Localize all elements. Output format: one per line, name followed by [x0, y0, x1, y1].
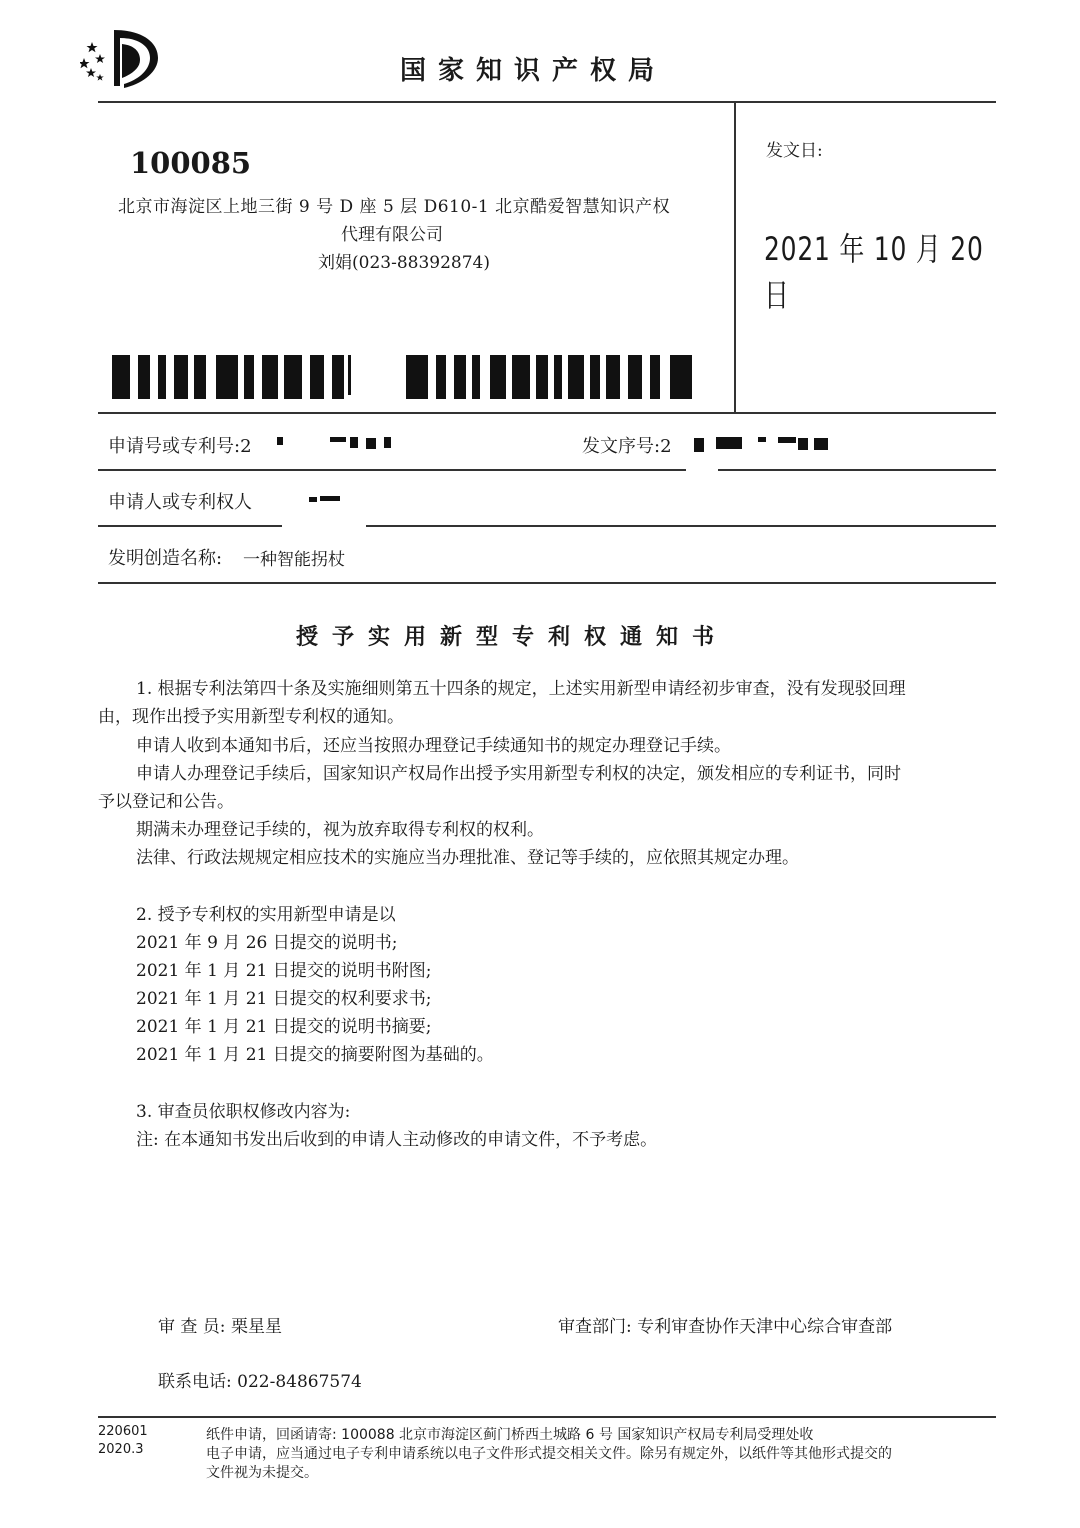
form-code: 220601: [98, 1424, 148, 1439]
body-section-2-line-2: 2021 年 9 月 26 日提交的说明书;: [136, 933, 398, 953]
body-section-1-line-5: 予以登记和公告。: [98, 792, 234, 812]
cnipa-logo-icon: [80, 28, 160, 90]
contact-phone: [158, 1372, 362, 1392]
body-section-2-line-6: 2021 年 1 月 21 日提交的摘要附图为基础的。: [136, 1045, 494, 1065]
address-block-bottom-rule: [98, 412, 996, 414]
redaction-mark: [814, 438, 828, 450]
field-rule: [98, 582, 996, 584]
postcode: 100085: [130, 146, 252, 180]
body-section-1-line-3: 申请人收到本通知书后，还应当按照办理登记手续通知书的规定办理登记手续。: [136, 736, 731, 756]
issue-date-label: 发文日:: [766, 141, 823, 161]
redaction-mark: [798, 438, 808, 450]
serial-number-value: 2: [660, 436, 672, 457]
examination-department: [558, 1317, 892, 1337]
redaction-mark: [778, 437, 796, 443]
redaction-mark: [330, 437, 346, 442]
body-section-1-line-6: 期满未办理登记手续的，视为放弃取得专利权的权利。: [136, 820, 544, 840]
address-block-divider: [734, 101, 736, 414]
body-section-2-line-4: 2021 年 1 月 21 日提交的权利要求书;: [136, 989, 432, 1009]
department-name: 专利审查协作天津中心综合审查部: [637, 1317, 893, 1337]
body-section-3-line-1: 3. 审查员依职权修改内容为:: [136, 1102, 351, 1122]
body-section-1-line-4: 申请人办理登记手续后，国家知识产权局作出授予实用新型专利权的决定，颁发相应的专利证书，同时: [136, 764, 901, 784]
invention-name-value: 一种智能拐杖: [243, 550, 345, 570]
redaction-mark: [758, 437, 766, 442]
office-title: 国家知识产权局: [400, 56, 667, 86]
department-label: 审查部门:: [558, 1317, 632, 1337]
field-rule: [718, 469, 996, 471]
examiner: [158, 1317, 282, 1337]
field-rule: [98, 469, 686, 471]
header-divider: [98, 101, 996, 103]
redaction-mark: [694, 438, 704, 452]
applicant-label: 申请人或专利权人: [108, 492, 252, 513]
footer-line-3: 文件视为未提交。: [206, 1465, 318, 1481]
invention-name-label: 发明创造名称:: [108, 548, 223, 569]
examiner-label: 审 查 员:: [158, 1317, 226, 1337]
redaction-mark: [716, 437, 742, 449]
serial-number-label: 发文序号:2: [582, 436, 672, 457]
redaction-mark: [366, 438, 376, 449]
notice-title: 授予实用新型专利权通知书: [296, 625, 729, 650]
application-number-value: 2: [240, 436, 252, 457]
field-rule: [98, 525, 282, 527]
issue-date-value: 2021 年 10 月 20 日: [764, 230, 984, 314]
redaction-mark: [277, 437, 283, 445]
redaction-mark: [384, 437, 391, 448]
form-version: 2020.3: [98, 1442, 144, 1457]
body-section-2-line-3: 2021 年 1 月 21 日提交的说明书附图;: [136, 961, 432, 981]
barcode: [112, 355, 702, 399]
body-section-1-line-7: 法律、行政法规规定相应技术的实施应当办理批准、登记等手续的，应依照其规定办理。: [136, 848, 799, 868]
application-number-label: 申请号或专利号:2: [108, 436, 252, 457]
phone-label: 联系电话:: [158, 1372, 232, 1392]
footer-rule: [98, 1416, 996, 1418]
body-section-2-line-1: 2. 授予专利权的实用新型申请是以: [136, 905, 396, 925]
footer-line-2: 电子申请，应当通过电子专利申请系统以电子文件形式提交相关文件。除另有规定外，以纸件等其他形式提交的: [206, 1446, 892, 1462]
redaction-mark: [350, 437, 358, 448]
body-section-1-line-2: 由，现作出授予实用新型专利权的通知。: [98, 707, 404, 727]
field-rule: [366, 525, 996, 527]
body-section-2-line-5: 2021 年 1 月 21 日提交的说明书摘要;: [136, 1017, 432, 1037]
footer-line-1: 纸件申请，回函请寄: 100088 北京市海淀区蓟门桥西土城路 6 号 国家知识产权局专利局受理处收: [206, 1427, 814, 1443]
examiner-name: 栗星星: [230, 1317, 282, 1337]
redaction-mark: [320, 496, 340, 501]
body-section-3-line-2: 注: 在本通知书发出后收到的申请人主动修改的申请文件，不予考虑。: [136, 1130, 658, 1150]
redaction-mark: [309, 497, 317, 502]
phone-value: 022-84867574: [237, 1372, 362, 1392]
address-line-2: 代理有限公司: [341, 225, 443, 245]
body-section-1-line-1: 1. 根据专利法第四十条及实施细则第五十四条的规定，上述实用新型申请经初步审查，没有发现驳回理: [136, 679, 906, 699]
address-line-1: 北京市海淀区上地三街 9 号 D 座 5 层 D610-1 北京酷爱智慧知识产权: [118, 197, 671, 217]
contact-person: 刘娟(023-88392874): [318, 253, 490, 273]
